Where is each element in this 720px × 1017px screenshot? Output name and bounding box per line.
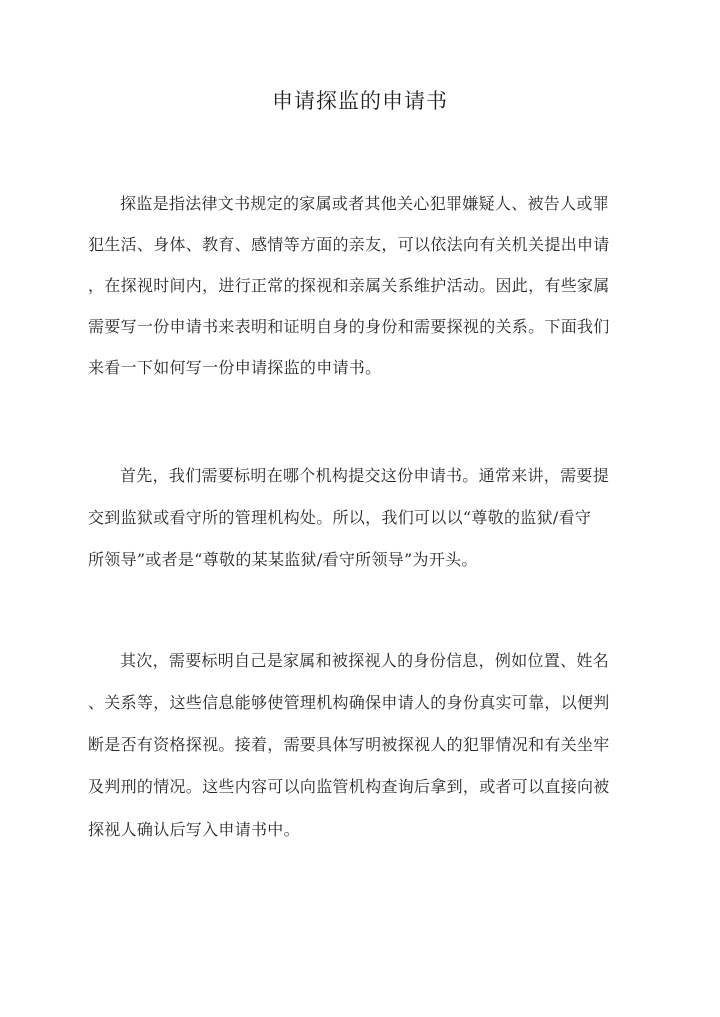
paragraph-1-line-2: 犯生活、身体、教育、感情等方面的亲友，可以依法向有关机关提出申请 (88, 235, 610, 254)
paragraph-1-line-5: 来看一下如何写一份申请探监的申请书。 (88, 358, 382, 377)
paragraph-2-line-3: 所领导”或者是“尊敬的某某监狱/看守所领导”为开头。 (88, 550, 478, 569)
paragraph-2-line-1: 首先，我们需要标明在哪个机构提交这份申请书。通常来讲，需要提 (120, 466, 610, 485)
paragraph-3-line-3: 断是否有资格探视。接着，需要具体写明被探视人的犯罪情况和有关坐牢 (88, 735, 610, 754)
paragraph-1-line-3: ，在探视时间内，进行正常的探视和亲属关系维护活动。因此，有些家属 (88, 276, 610, 295)
paragraph-3-line-1: 其次，需要标明自己是家属和被探视人的身份信息，例如位置、姓名 (120, 651, 610, 670)
paragraph-1-line-4: 需要写一份申请书来表明和证明自身的身份和需要探视的关系。下面我们 (88, 317, 610, 336)
paragraph-3-line-5: 探视人确认后写入申请书中。 (88, 820, 300, 839)
paragraph-2-line-2: 交到监狱或看守所的管理机构处。所以，我们可以以“尊敬的监狱/看守 (88, 508, 592, 527)
paragraph-3-line-4: 及判刑的情况。这些内容可以向监管机构查询后拿到，或者可以直接向被 (88, 777, 610, 796)
paragraph-1-line-1: 探监是指法律文书规定的家属或者其他关心犯罪嫌疑人、被告人或罪 (120, 194, 610, 213)
document-title: 申请探监的申请书 (272, 89, 448, 113)
paragraph-3-line-2: 、关系等，这些信息能够使管理机构确保申请人的身份真实可靠，以便判 (88, 693, 610, 712)
